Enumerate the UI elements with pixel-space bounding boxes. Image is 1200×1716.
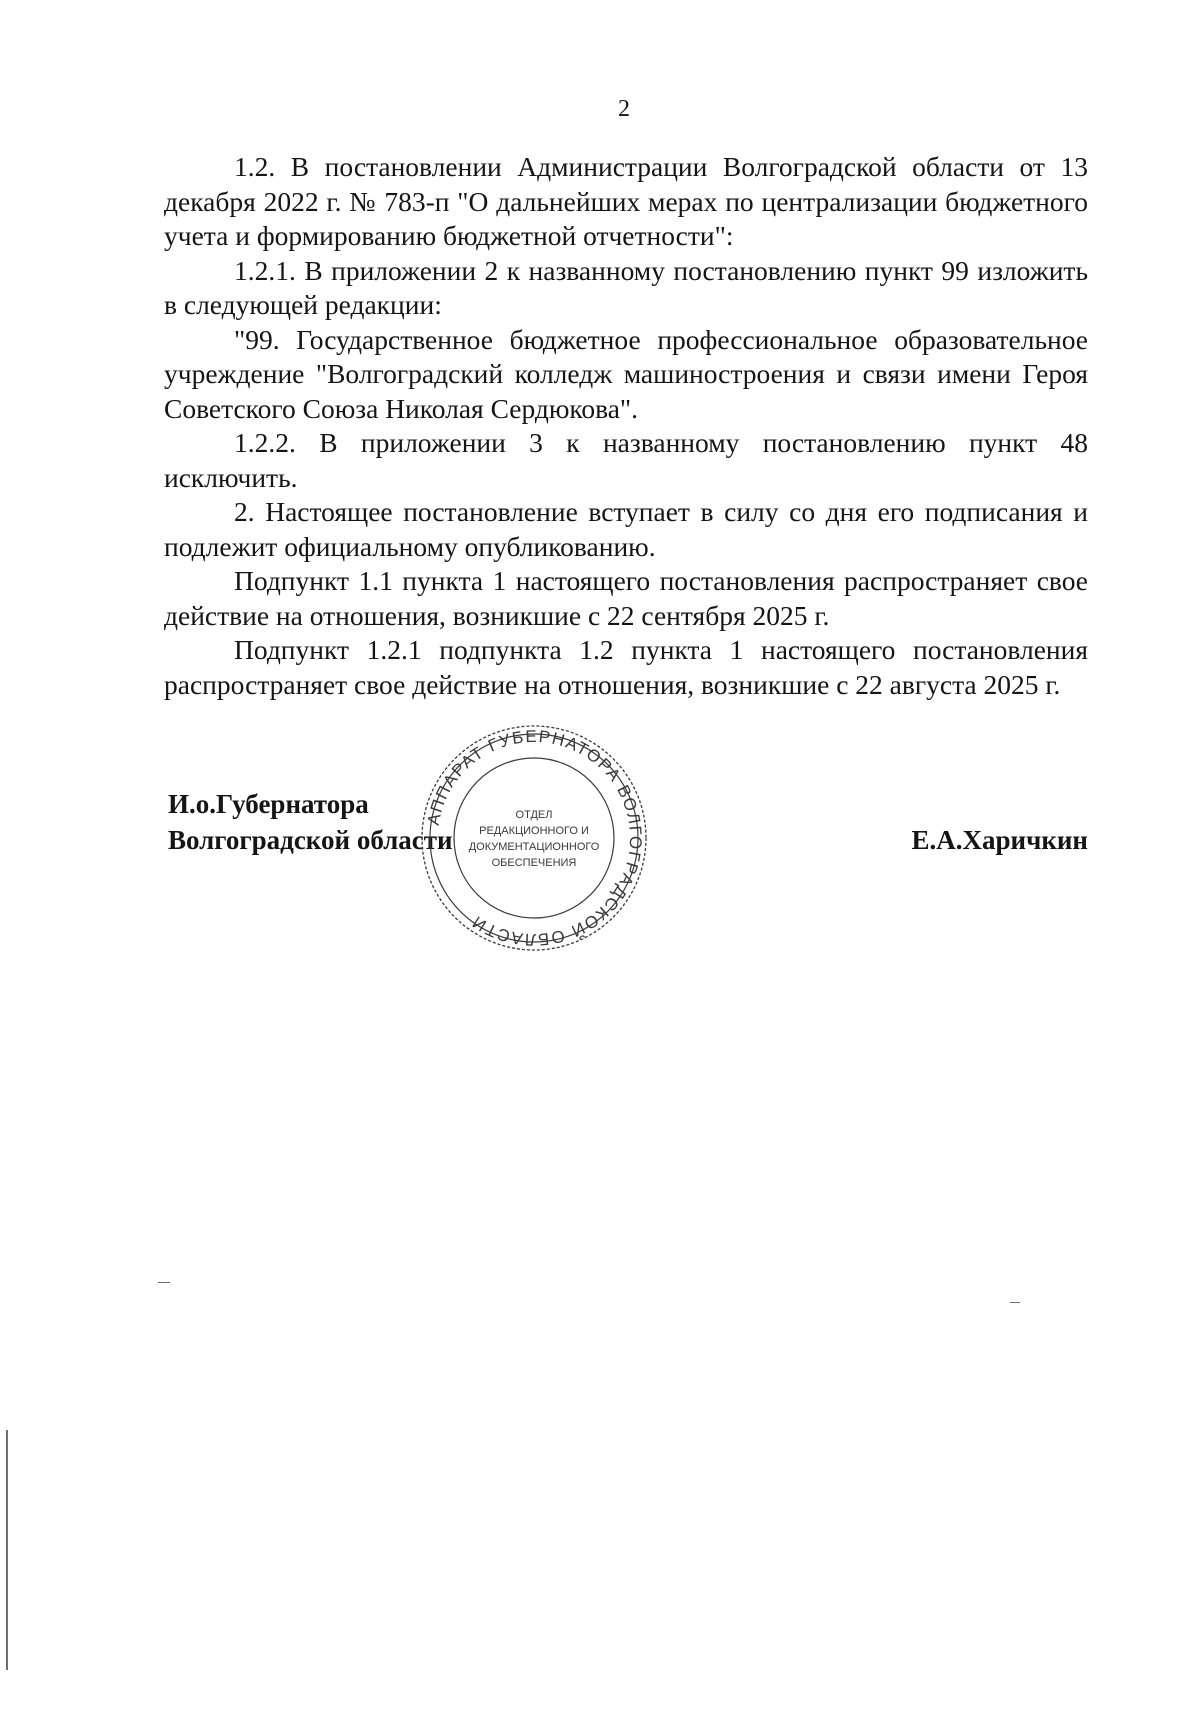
paragraph-1-2-1: 1.2.1. В приложении 2 к названному постановлению пункт 99 изложить в следующей редакции: bbox=[164, 254, 1088, 320]
seal-outer-text: АППАРАТ ГУБЕРНАТОРА ВОЛГОГРАДСКОЙ ОБЛАСТИ bbox=[423, 726, 646, 950]
scan-mark bbox=[6, 1430, 8, 1670]
paragraph-99-quote: "99. Государственное бюджетное профессиональное образовательное учреждение "Волгоградский колледж машиностроения и связи имени Героя Советского Союза Николая Сердюкова". bbox=[164, 323, 1088, 424]
paragraph-effect-1-1: Подпункт 1.1 пункта 1 настоящего постановления распространяет свое действие на отношения, возникшие с 22 сентября 2025 г. bbox=[164, 565, 1088, 631]
paragraph-1-2-2: 1.2.2. В приложении 3 к названному постановлению пункт 48 исключить. bbox=[164, 427, 1088, 493]
signatory-name: Е.А.Харичкин bbox=[911, 825, 1088, 855]
seal-center-line-4: ОБЕСПЕЧЕНИЯ bbox=[491, 857, 577, 869]
seal-center-line-3: ДОКУМЕНТАЦИОННОГО bbox=[468, 841, 600, 853]
seal-center-line-2: РЕДАКЦИОННОГО И bbox=[479, 825, 589, 837]
signatory-title-line-2: Волгоградской области bbox=[168, 825, 453, 855]
scan-mark bbox=[1010, 1302, 1020, 1303]
signatory-title-line-1: И.о.Губернатора bbox=[168, 789, 369, 819]
paragraph-2: 2. Настоящее постановление вступает в силу со дня его подписания и подлежит официальному опубликованию. bbox=[164, 496, 1088, 562]
document-body bbox=[164, 150, 1088, 702]
page-number: 2 bbox=[618, 96, 630, 122]
scan-mark bbox=[158, 1282, 170, 1283]
paragraph-effect-1-2-1: Подпункт 1.2.1 подпункта 1.2 пункта 1 настоящего постановления распространяет свое действие на отношения, возникшие с 22 августа 2025 г. bbox=[164, 634, 1088, 700]
seal-center-line-1: ОТДЕЛ bbox=[515, 809, 553, 821]
signatory-title bbox=[168, 786, 453, 858]
seal-graphic bbox=[418, 722, 650, 954]
official-seal bbox=[418, 722, 650, 954]
paragraph-1-2: 1.2. В постановлении Администрации Волгоградской области от 13 декабря 2022 г. № 783-п "О дальнейших мерах по централизации бюджетного учета и формированию бюджетной отчетности": bbox=[164, 151, 1088, 251]
